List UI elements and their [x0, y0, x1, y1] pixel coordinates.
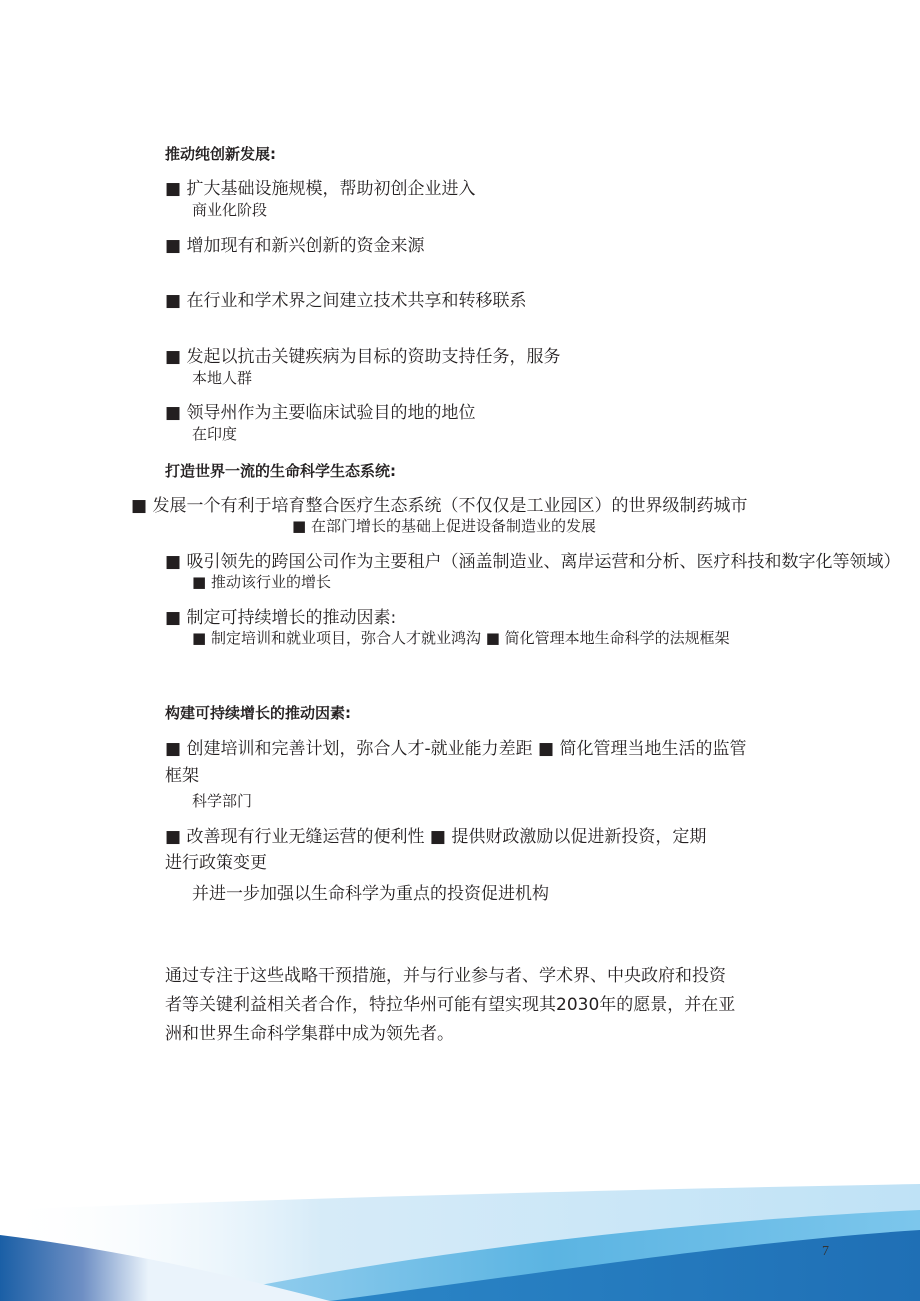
- enablers-item-operations: ■ 改善现有行业无缝运营的便利性 ■ 提供财政激励以促进新投资，定期: [165, 827, 707, 847]
- innovation-item-4: ■ 发起以抗击关键疾病为目标的资助支持任务，服务: [165, 347, 561, 367]
- innovation-item-5-continued: 在印度: [192, 425, 238, 443]
- page-number: 7: [822, 1244, 829, 1259]
- innovation-item-2: ■ 增加现有和新兴创新的资金来源: [165, 236, 425, 256]
- innovation-heading: 推动纯创新发展:: [165, 145, 276, 163]
- ecosystem-item-pharma-city: ■ 发展一个有利于培育整合医疗生态系统（不仅仅是工业园区）的世界级制药城市: [131, 496, 748, 516]
- innovation-item-4-continued: 本地人群: [192, 369, 253, 387]
- innovation-item-1-continued: 商业化阶段: [192, 201, 268, 219]
- conclusion-line-1: 通过专注于这些战略干预措施，并与行业参与者、学术界、中央政府和投资: [165, 966, 726, 986]
- ecosystem-item-training-regulation: ■ 制定培训和就业项目，弥合人才就业鸿沟 ■ 简化管理本地生命科学的法规框架: [192, 629, 730, 647]
- ecosystem-item-industry-growth: ■ 推动该行业的增长: [192, 573, 331, 591]
- ecosystem-item-enablers: ■ 制定可持续增长的推动因素:: [165, 608, 397, 628]
- enablers-item-training: ■ 创建培训和完善计划，弥合人才-就业能力差距 ■ 简化管理当地生活的监管: [165, 739, 747, 759]
- enablers-item-science-sector: 科学部门: [192, 792, 253, 810]
- enablers-item-training-continued: 框架: [165, 766, 199, 786]
- conclusion-line-2: 者等关键利益相关者合作，特拉华州可能有望实现其2030年的愿景，并在亚: [165, 995, 736, 1015]
- innovation-item-5: ■ 领导州作为主要临床试验目的地的地位: [165, 403, 476, 423]
- innovation-item-3: ■ 在行业和学术界之间建立技术共享和转移联系: [165, 291, 527, 311]
- conclusion-paragraph: [165, 962, 735, 1049]
- ecosystem-item-device-manufacturing: ■ 在部门增长的基础上促进设备制造业的发展: [292, 517, 596, 535]
- enablers-item-operations-continued: 进行政策变更: [165, 853, 267, 873]
- enablers-heading: 构建可持续增长的推动因素:: [165, 704, 351, 722]
- footer-wave-decoration: [0, 1180, 920, 1301]
- innovation-item-1: ■ 扩大基础设施规模，帮助初创企业进入: [165, 179, 476, 199]
- enablers-item-investment-promotion: 并进一步加强以生命科学为重点的投资促进机构: [192, 884, 549, 904]
- ecosystem-heading: 打造世界一流的生命科学生态系统:: [165, 462, 397, 480]
- ecosystem-item-mnc-tenants: ■ 吸引领先的跨国公司作为主要租户（涵盖制造业、离岸运营和分析、医疗科技和数字化等领域）: [165, 552, 901, 572]
- conclusion-line-3: 洲和世界生命科学集群中成为领先者。: [165, 1024, 454, 1044]
